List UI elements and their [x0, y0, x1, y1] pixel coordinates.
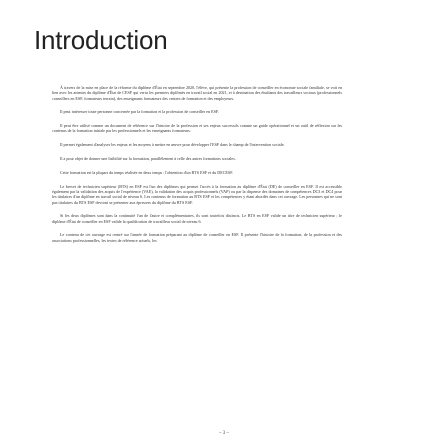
paragraph: Il peut intéresser toute personne concernée par la formation et la profession de conseiller en ESF. — [60, 109, 219, 115]
body-text — [52, 85, 342, 252]
paragraph: Le contenu de cet ouvrage est centré sur l'année de formation préparant au diplôme de conseiller en ESF. Il présente l'histoire de la formation, de la profession et des associations professionnelles, les textes de référence actuels, les — [52, 232, 342, 243]
paragraph: À travers de la mise en place de la réforme du diplôme d'État en septembre 2020, l'élève, qui présente la profession de conseiller en économie sociale familiale, se voit en lien avec les attentes du diplôme d'État de CESF qui vertu les premiers diplômés en travail social en 2021, et à destination des étudiants des travailleurs sociaux (professionnels conseillers en ESF, formateurs terrain), des enseignants formateurs des centres de formation et des employeurs. — [52, 85, 342, 101]
paragraph: Le brevet de technicien supérieur (BTS) en ESF est l'un des diplômes qui permet l'accès à la formation au diplôme d'État (DE) de conseiller en ESF. Il est accessible également par la validation des acquis de l'expérience (VAE), la validation des acquis professionnels (VAP) ou par la dispense des domaines de compétences DC3 et DC4 pour les titulaires d'un diplôme en travail social de niveau 6. Les contenus de formation au BTS ESF et les compétences y étant abordés dans cet ouvrage. Les personnes qui ne sont pas titulaires du BTS ESF devront se présenter aux épreuves du diplôme du BTS ESF. — [52, 183, 342, 205]
paragraph: Si les deux diplômes sont dans la continuité l'un de l'autre et complémentaires, ils sont toutefois distincts. Le BTS en ESF valide un titre de technicien supérieur ; le diplôme d'État de conseiller en ESF valide la qualification de travailleur social de niveau 6. — [52, 213, 342, 224]
paragraph: Il a pour objet de donner une lisibilité sur la formation, parallèlement à celle des autres formations sociales. — [60, 156, 236, 162]
paragraph: Il permet également d'analyser les enjeux et les moyens à mettre en œuvre pour développer l'ESF dans le champ de l'intervention sociale. — [60, 142, 285, 148]
paragraph: Cette formation est la plupart du temps réalisée en deux temps : l'obtention d'un BTS ESF et du DECESF. — [60, 169, 234, 175]
paragraph: Il peut être utilisé comme un document de référence sur l'histoire de la profession et ses enjeux successifs comme un guide opérationnel et un outil de réflexion sur les contenus de la formation initiale par les professionnels et les enseignants formateurs. — [52, 123, 342, 134]
page-number: – 3 – — [219, 431, 229, 436]
page-title: Introduction — [34, 25, 168, 56]
